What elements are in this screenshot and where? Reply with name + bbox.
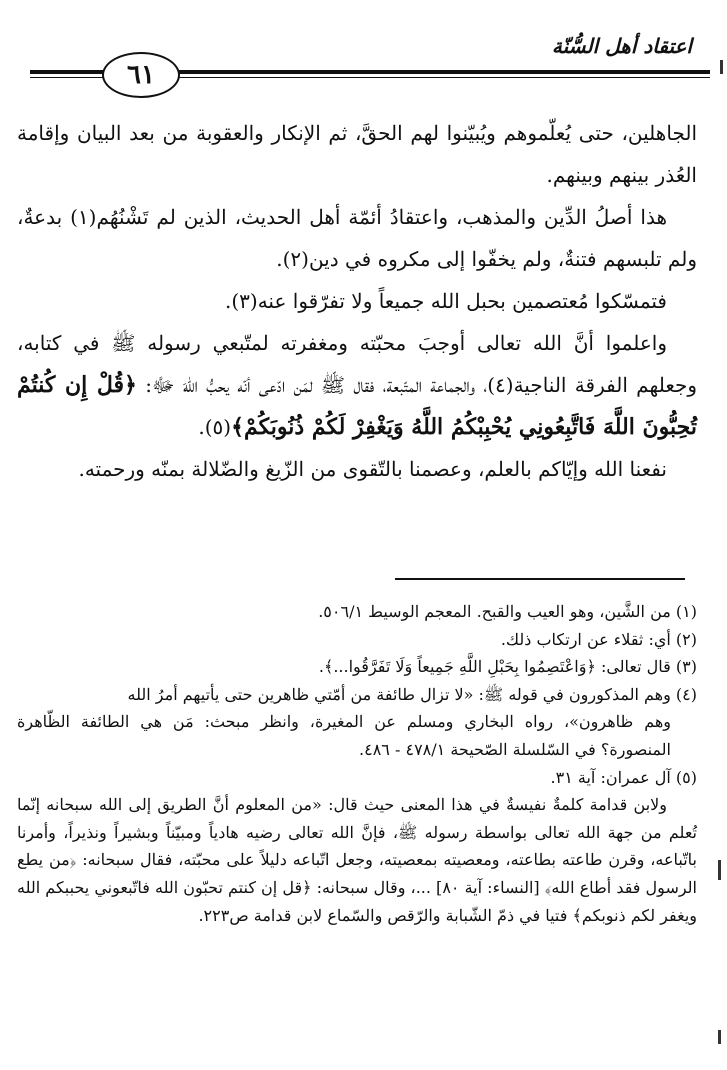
footnote-5-quote: ولابن قدامة كلمةٌ نفيسةٌ في هذا المعنى حيث قال: «من المعلوم أنَّ الطريق إلى الله سبحانه إنّما تُعلم من جهة الله تعالى بواسطة رسوله ﷺ، فإنَّ الله تعالى رضيه هادياً ومبيّناً وبشيراً ونذيراً، وأمرنا باتّباعه، وقرن طاعته بطاعته، ومعصيته بمعصيته، وجعل اتّباعه دليلاً على محبّته، فقال سبحانه: ﴿من يطع الرسول فقد أطاع الله﴾ [النساء: آية ٨٠] ...، وقال سبحانه: ﴿قل إن كنتم تحبّون الله فاتّبعوني يحببكم الله ويغفر لكم ذنوبكم﴾ فتيا في ذمّ الشّبابة والرّقص والسّماع لابن قدامة ص٢٢٣. (17, 795, 698, 925)
footnote-divider (395, 578, 685, 580)
footnotes (17, 598, 697, 929)
footnote-5: (٥) آل عمران: آية ٣١. (550, 767, 697, 787)
page-number-text: ٦١ (127, 60, 155, 90)
scan-edge-mark (718, 860, 721, 880)
paragraph-1: الجاهلين، حتى يُعلّموهم ويُبيّنوا لهم الحقَّ، ثم الإنكار والعقوبة من بعد البيان وإقامة العُذر بينهم وبينهم. (17, 121, 697, 187)
scan-edge-mark (720, 60, 723, 74)
quran-verse: ﴿قُلْ إِن كُنتُمْ تُحِبُّونَ اللَّهَ فَاتَّبِعُونِي يُحْبِبْكُمُ اللَّهُ وَيَغْفِرْ لَكُمْ ذُنُوبَكُمْ﴾ (17, 372, 697, 440)
scan-edge-mark (718, 1030, 721, 1044)
page-number (102, 52, 180, 98)
quran-verse-ref: (٥). (198, 415, 232, 439)
footnote-4: (٤) وهم المذكورون في قوله ﷺ: «لا تزال طائفة من أمّتي ظاهرين حتى يأتيهم أمرُ الله (127, 684, 697, 704)
footnote-3: (٣) قال تعالى: ﴿وَاعْتَصِمُوا بِحَبْلِ اللَّهِ جَمِيعاً وَلَا تَفَرَّقُوا...﴾. (318, 657, 697, 677)
closing-paragraph: نفعنا الله وإيّاكم بالعلم، وعصمنا بالتّقوى من الزّيغ والضّلالة بمنّه ورحمته. (78, 457, 667, 481)
running-header: اعتقاد أهل السُّنّة (551, 34, 692, 58)
paragraph-4 (17, 322, 697, 448)
paragraph-4-text: واعلموا أنَّ الله تعالى أوجبَ محبّته ومغفرته لمتّبعي رسوله ﷺ في كتابه، وجعلهم الفرقة الناجية(٤)، والجماعة المتّبعة، فقال ﷺ لمَن ادّعى أنّه يحبُّ اللهَ ﷻ: (17, 331, 697, 397)
main-text (17, 112, 697, 490)
footnote-2: (٢) أي: ثقلاء عن ارتكاب ذلك. (500, 629, 697, 649)
paragraph-2: هذا أصلُ الدِّين والمذهب، واعتقادُ أئمّة أهل الحديث، الذين لم تَشْنُهُم(١) بدعةٌ، ولم تلبسهم فتنةٌ، ولم يخفّوا إلى مكروه في دين(٢). (17, 205, 697, 271)
footnote-4-continuation: وهم ظاهرون»، رواه البخاري ومسلم عن المغيرة، وانظر مبحث: مَن هي الطائفة الظّاهرة المنصورة؟ في السّلسلة الصّحيحة ٤٧٨/١ - ٤٨٦. (17, 712, 671, 759)
footnote-1: (١) من الشَّين، وهو العيب والقبح. المعجم الوسيط ٥٠٦/١. (318, 602, 697, 621)
paragraph-3: فتمسّكوا مُعتصمين بحبل الله جميعاً ولا تفرّقوا عنه(٣). (224, 289, 667, 313)
